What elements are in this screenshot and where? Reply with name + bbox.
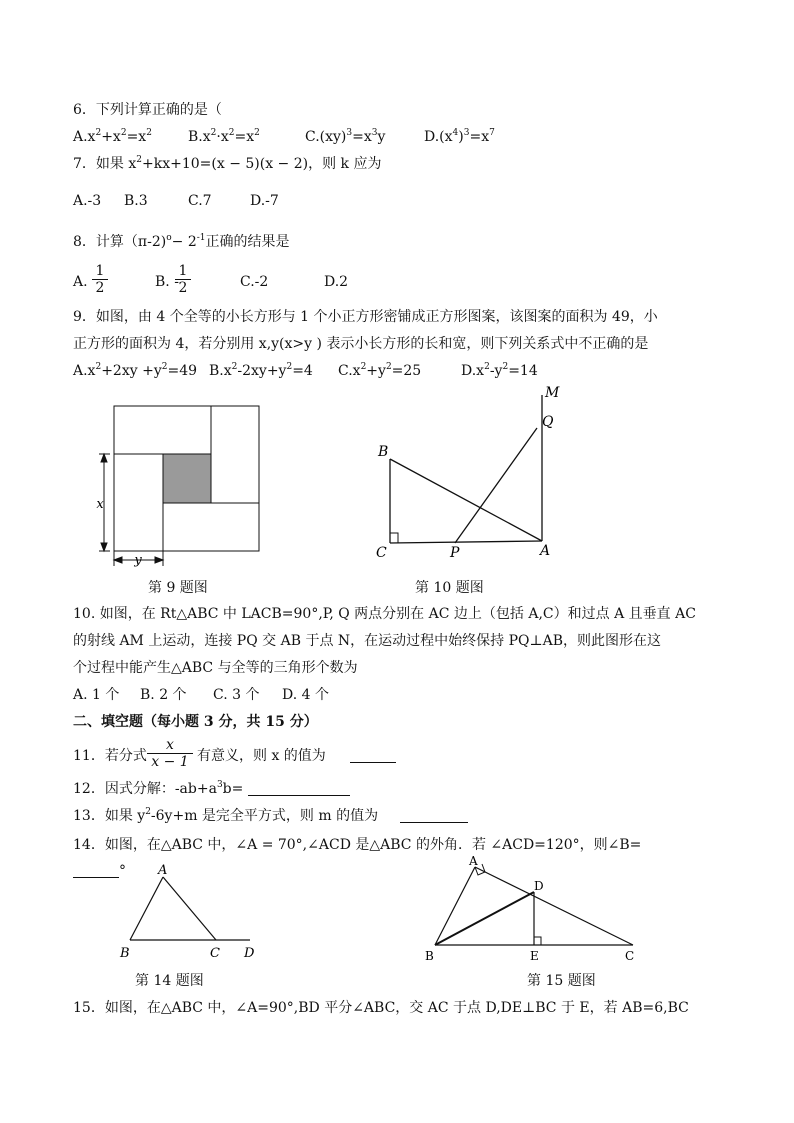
q8-option-b-label: B. - [155,274,179,290]
fig14-caption: 第 14 题图 [135,973,204,989]
fig15-label-c: C [625,949,635,963]
fig14-label-d: D [244,946,255,961]
figure-14 [110,860,270,965]
q8-stem: 8．计算$(\pi-2)^o- 2^{-1}$正确的结果是 [73,233,290,250]
q12-text: 12．因式分解：$-ab+a^3b=$ [73,780,244,797]
q7-option-b: B.3 [124,193,148,209]
q8-option-b-fraction: $\frac{1}{2}$ [175,263,191,296]
q11-answer-blank[interactable] [350,747,396,765]
q6-option-d: $D.(x^4)^3=x^7$ [424,128,495,145]
section-2-title: 二、填空题（每小题 3 分，共 15 分） [73,714,318,730]
q9-option-b: $B.x^2-2xy+y^2=4$ [209,362,313,379]
fig10-label-p: P [450,545,460,561]
q7-option-d: D.-7 [250,193,279,209]
fig15-label-e: E [530,949,539,963]
fig15-label-a: A [469,854,478,868]
q13-text: 13．如果 $y^2-6y+m$ 是完全平方式，则 m 的值为 [73,807,379,824]
q9-option-c: $C.x^2+y^2=25$ [338,362,422,379]
q14-degree-symbol: ° [119,863,126,879]
fig14-label-b: B [120,946,130,961]
fig10-label-m: M [545,385,560,401]
fig15-label-b: B [425,949,434,963]
q13-answer-blank[interactable] [400,807,468,825]
q12-answer-blank[interactable] [248,780,350,798]
q8-option-c: C.-2 [240,274,269,290]
q6-stem: 6．下列计算正确的是（ [73,102,222,118]
q8-option-a-label: A. [73,274,88,290]
q10-line3: 个过程中能产生△ABC 与全等的三角形个数为 [73,660,358,676]
fig10-label-a: A [540,543,551,559]
fig10-caption: 第 10 题图 [415,580,484,596]
fig10-label-q: Q [542,414,554,430]
q9-option-d: $D.x^2-y^2=14$ [461,362,538,379]
q6-option-b: $B.x^2\cdot x^2=x^2$ [188,128,260,145]
q7-option-c: C.7 [188,193,212,209]
fig10-label-c: C [376,545,387,561]
q14-line1: 14．如图，在△ABC 中，∠A = 70°,∠ACD 是△ABC 的外角．若 ∠ACD=120°，则∠B= [73,837,642,853]
fig9-label-y: y [134,553,142,568]
q10-option-b: B. 2 个 [140,687,187,703]
q15-line1: 15．如图，在△ABC 中，∠A=90°,BD 平分∠ABC，交 AC 于点 D,DE⊥BC 于 E，若 AB=6,BC [73,1000,689,1016]
q8-option-d: D.2 [324,274,349,290]
q8-option-a-fraction: $\frac{1}{2}$ [92,263,108,296]
q6-option-c: $C.(xy)^3=x^3y$ [305,128,386,145]
q6-option-a: $A.x^2+x^2=x^2$ [73,128,152,145]
q10-line1: 10. 如图，在 Rt△ABC 中 LACB=90°,P, Q 两点分别在 AC 边上（包括 A,C）和过点 A 且垂直 AC [73,606,696,622]
fig10-label-b: B [378,444,389,460]
fig9-caption: 第 9 题图 [148,580,208,596]
fig14-label-a: A [158,863,168,878]
q10-line2: 的射线 AM 上运动，连接 PQ 交 AB 于点 N，在运动过程中始终保持 PQ⊥AB，则此图形在这 [73,633,662,649]
figure-15 [420,852,650,967]
q7-option-a: A.-3 [73,193,102,209]
fig14-label-c: C [210,946,220,961]
q11-suffix: 有意义，则 x 的值为 [197,748,326,764]
fig15-label-d: D [534,879,544,893]
fig9-small-square [163,454,211,503]
q10-option-a: A. 1 个 [73,687,120,703]
q11-fraction: $\frac{x}{x - 1}$ [147,737,193,770]
figure-9 [90,400,280,575]
q9-option-a: $A.x^2+2xy +y^2=49$ [73,362,198,379]
q9-line1: 9．如图，由 4 个全等的小长方形与 1 个小正方形密铺成正方形图案，该图案的面积为 49，小 [73,309,658,325]
fig15-caption: 第 15 题图 [527,973,596,989]
fig9-label-x: x [96,497,104,512]
q9-line2: 正方形的面积为 4，若分别用 x,y(x>y ) 表示小长方形的长和宽，则下列关系式中不正确的是 [73,336,649,352]
q10-option-d: D. 4 个 [282,687,329,703]
q7-stem: 7．如果 $x^2+kx+10=(x - 5)(x - 2)$，则 k 应为 [73,155,382,172]
figure-10 [370,383,570,563]
q11-prefix: 11．若分式 [73,748,147,764]
q10-option-c: C. 3 个 [213,687,260,703]
